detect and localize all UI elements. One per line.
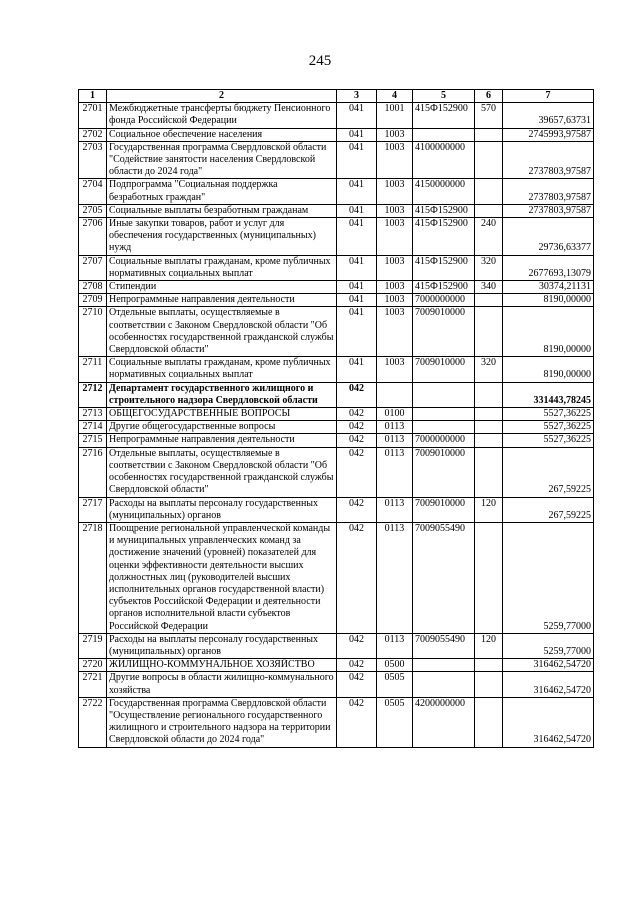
table-row: [79, 307, 594, 357]
header-row: [79, 90, 594, 103]
row-expense-type: [475, 382, 503, 407]
row-section: 1003: [377, 141, 413, 179]
row-number: 2716: [79, 447, 107, 497]
row-amount: 267,59225: [503, 447, 594, 497]
row-section: 1003: [377, 204, 413, 217]
row-target-article: [413, 128, 475, 141]
row-name: Государственная программа Свердловской области "Содействие занятости населения Свердловской области до 2024 года": [107, 141, 337, 179]
row-amount: 8190,00000: [503, 294, 594, 307]
row-target-article: [413, 421, 475, 434]
row-admin-code: 041: [337, 103, 377, 128]
row-section: 0113: [377, 633, 413, 658]
row-expense-type: 120: [475, 497, 503, 522]
row-amount: 2745993,97587: [503, 128, 594, 141]
table-row: [79, 382, 594, 407]
row-number: 2713: [79, 408, 107, 421]
row-number: 2705: [79, 204, 107, 217]
row-number: 2722: [79, 697, 107, 747]
row-target-article: 415Ф152900: [413, 204, 475, 217]
row-expense-type: [475, 697, 503, 747]
row-number: 2711: [79, 357, 107, 382]
row-admin-code: 042: [337, 434, 377, 447]
row-expense-type: 240: [475, 218, 503, 256]
row-name: Другие общегосударственные вопросы: [107, 421, 337, 434]
table-row: [79, 672, 594, 697]
table-row: [79, 522, 594, 633]
row-admin-code: 041: [337, 204, 377, 217]
row-amount: 267,59225: [503, 497, 594, 522]
row-section: 1003: [377, 218, 413, 256]
row-admin-code: 041: [337, 141, 377, 179]
row-number: 2714: [79, 421, 107, 434]
row-number: 2719: [79, 633, 107, 658]
header-col-6: 6: [475, 90, 503, 103]
row-number: 2710: [79, 307, 107, 357]
table-row: [79, 357, 594, 382]
row-name: Социальное обеспечение населения: [107, 128, 337, 141]
header-col-3: 3: [337, 90, 377, 103]
table-row: [79, 659, 594, 672]
table-row: [79, 633, 594, 658]
row-target-article: 7000000000: [413, 294, 475, 307]
row-admin-code: 041: [337, 357, 377, 382]
row-section: 1003: [377, 281, 413, 294]
row-section: 1003: [377, 255, 413, 280]
row-admin-code: 041: [337, 179, 377, 204]
row-target-article: 7009010000: [413, 307, 475, 357]
table-body: [79, 103, 594, 747]
row-expense-type: [475, 307, 503, 357]
row-expense-type: [475, 434, 503, 447]
row-admin-code: 042: [337, 697, 377, 747]
header-col-7: 7: [503, 90, 594, 103]
row-admin-code: 041: [337, 294, 377, 307]
row-section: 0500: [377, 659, 413, 672]
row-section: 1003: [377, 357, 413, 382]
row-name: Межбюджетные трансферты бюджету Пенсионного фонда Российской Федерации: [107, 103, 337, 128]
row-admin-code: 042: [337, 672, 377, 697]
row-amount: 5527,36225: [503, 421, 594, 434]
row-expense-type: 570: [475, 103, 503, 128]
row-section: 1003: [377, 179, 413, 204]
row-amount: 5527,36225: [503, 434, 594, 447]
header-col-2: 2: [107, 90, 337, 103]
row-name: Отдельные выплаты, осуществляемые в соответствии с Законом Свердловской области "Об особенностях государственной гражданской службы Свердловской области": [107, 307, 337, 357]
row-section: 0505: [377, 672, 413, 697]
row-amount: 316462,54720: [503, 672, 594, 697]
row-admin-code: 042: [337, 382, 377, 407]
row-admin-code: 041: [337, 307, 377, 357]
row-number: 2721: [79, 672, 107, 697]
row-name: Иные закупки товаров, работ и услуг для обеспечения государственных (муниципальных) нужд: [107, 218, 337, 256]
table-row: [79, 697, 594, 747]
row-name: ОБЩЕГОСУДАРСТВЕННЫЕ ВОПРОСЫ: [107, 408, 337, 421]
row-admin-code: 042: [337, 447, 377, 497]
table-row: [79, 281, 594, 294]
row-expense-type: [475, 204, 503, 217]
row-name: Расходы на выплаты персоналу государственных (муниципальных) органов: [107, 633, 337, 658]
row-admin-code: 042: [337, 408, 377, 421]
table-row: [79, 497, 594, 522]
row-name: Департамент государственного жилищного и строительного надзора Свердловской области: [107, 382, 337, 407]
row-admin-code: 041: [337, 281, 377, 294]
row-name: Стипендии: [107, 281, 337, 294]
row-target-article: 415Ф152900: [413, 218, 475, 256]
table-row: [79, 204, 594, 217]
row-amount: 8190,00000: [503, 307, 594, 357]
row-amount: 5527,36225: [503, 408, 594, 421]
row-section: 0113: [377, 522, 413, 633]
row-number: 2709: [79, 294, 107, 307]
table-row: [79, 255, 594, 280]
row-target-article: [413, 659, 475, 672]
row-section: [377, 382, 413, 407]
row-target-article: [413, 672, 475, 697]
budget-table: [78, 89, 594, 748]
row-section: 0113: [377, 447, 413, 497]
row-name: Подпрограмма "Социальная поддержка безработных граждан": [107, 179, 337, 204]
row-name: Расходы на выплаты персоналу государственных (муниципальных) органов: [107, 497, 337, 522]
row-section: 0505: [377, 697, 413, 747]
row-expense-type: [475, 179, 503, 204]
row-target-article: 7000000000: [413, 434, 475, 447]
row-amount: 39657,63731: [503, 103, 594, 128]
row-target-article: 7009010000: [413, 357, 475, 382]
row-name: Поощрение региональной управленческой команды и муниципальных управленческих команд за достижение значений (уровней) показателей для оценки эффективности деятельности высших должностных лиц (руководителей высших исполнительных органов государственной власти) субъектов Российской Федерации и деятельности органов исполнительной власти субъектов Российской Федерации: [107, 522, 337, 633]
table-row: [79, 434, 594, 447]
row-expense-type: [475, 408, 503, 421]
row-section: 1003: [377, 128, 413, 141]
row-target-article: 7009010000: [413, 497, 475, 522]
row-target-article: 7009055490: [413, 633, 475, 658]
row-amount: 2737803,97587: [503, 204, 594, 217]
row-section: 1003: [377, 294, 413, 307]
row-target-article: 4100000000: [413, 141, 475, 179]
row-number: 2720: [79, 659, 107, 672]
table-row: [79, 447, 594, 497]
row-number: 2703: [79, 141, 107, 179]
row-amount: 2737803,97587: [503, 179, 594, 204]
row-name: Социальные выплаты безработным гражданам: [107, 204, 337, 217]
row-expense-type: [475, 659, 503, 672]
row-amount: 316462,54720: [503, 659, 594, 672]
row-section: 1003: [377, 307, 413, 357]
row-number: 2702: [79, 128, 107, 141]
row-section: 0113: [377, 421, 413, 434]
row-expense-type: [475, 421, 503, 434]
row-expense-type: [475, 672, 503, 697]
row-name: Социальные выплаты гражданам, кроме публичных нормативных социальных выплат: [107, 255, 337, 280]
row-admin-code: 041: [337, 218, 377, 256]
table-row: [79, 421, 594, 434]
row-expense-type: [475, 447, 503, 497]
row-target-article: [413, 382, 475, 407]
row-expense-type: 320: [475, 255, 503, 280]
header-col-1: 1: [79, 90, 107, 103]
row-name: Другие вопросы в области жилищно-коммунального хозяйства: [107, 672, 337, 697]
header-col-4: 4: [377, 90, 413, 103]
row-number: 2717: [79, 497, 107, 522]
row-number: 2706: [79, 218, 107, 256]
table-row: [79, 103, 594, 128]
row-amount: 5259,77000: [503, 633, 594, 658]
row-expense-type: [475, 294, 503, 307]
row-target-article: 4150000000: [413, 179, 475, 204]
table-row: [79, 179, 594, 204]
row-target-article: 415Ф152900: [413, 255, 475, 280]
row-section: 0113: [377, 497, 413, 522]
row-name: Непрограммные направления деятельности: [107, 294, 337, 307]
row-number: 2701: [79, 103, 107, 128]
row-expense-type: 320: [475, 357, 503, 382]
row-amount: 331443,78245: [503, 382, 594, 407]
page-number: 245: [308, 53, 332, 69]
row-expense-type: [475, 128, 503, 141]
row-target-article: 415Ф152900: [413, 103, 475, 128]
row-admin-code: 042: [337, 522, 377, 633]
table-row: [79, 128, 594, 141]
row-number: 2704: [79, 179, 107, 204]
row-name: Отдельные выплаты, осуществляемые в соответствии с Законом Свердловской области "Об особенностях государственной гражданской службы Свердловской области": [107, 447, 337, 497]
row-expense-type: 120: [475, 633, 503, 658]
row-admin-code: 041: [337, 255, 377, 280]
row-admin-code: 041: [337, 128, 377, 141]
row-amount: 30374,21131: [503, 281, 594, 294]
row-amount: 29736,63377: [503, 218, 594, 256]
row-number: 2715: [79, 434, 107, 447]
header-col-5: 5: [413, 90, 475, 103]
row-amount: 2677693,13079: [503, 255, 594, 280]
row-expense-type: [475, 522, 503, 633]
row-amount: 2737803,97587: [503, 141, 594, 179]
row-target-article: 7009055490: [413, 522, 475, 633]
table-row: [79, 408, 594, 421]
row-name: Непрограммные направления деятельности: [107, 434, 337, 447]
table-row: [79, 218, 594, 256]
row-amount: 316462,54720: [503, 697, 594, 747]
row-target-article: 7009010000: [413, 447, 475, 497]
row-amount: 5259,77000: [503, 522, 594, 633]
table-row: [79, 141, 594, 179]
row-name: Государственная программа Свердловской области "Осуществление регионального государственного жилищного и строительного надзора на территории Свердловской области до 2024 года": [107, 697, 337, 747]
row-number: 2707: [79, 255, 107, 280]
row-expense-type: [475, 141, 503, 179]
row-admin-code: 042: [337, 633, 377, 658]
row-target-article: [413, 408, 475, 421]
row-section: 1001: [377, 103, 413, 128]
row-admin-code: 042: [337, 497, 377, 522]
row-number: 2712: [79, 382, 107, 407]
row-admin-code: 042: [337, 659, 377, 672]
row-number: 2708: [79, 281, 107, 294]
row-target-article: 4200000000: [413, 697, 475, 747]
row-expense-type: 340: [475, 281, 503, 294]
row-number: 2718: [79, 522, 107, 633]
row-name: ЖИЛИЩНО-КОММУНАЛЬНОЕ ХОЗЯЙСТВО: [107, 659, 337, 672]
row-amount: 8190,00000: [503, 357, 594, 382]
row-section: 0100: [377, 408, 413, 421]
table-row: [79, 294, 594, 307]
row-name: Социальные выплаты гражданам, кроме публичных нормативных социальных выплат: [107, 357, 337, 382]
row-section: 0113: [377, 434, 413, 447]
row-target-article: 415Ф152900: [413, 281, 475, 294]
row-admin-code: 042: [337, 421, 377, 434]
